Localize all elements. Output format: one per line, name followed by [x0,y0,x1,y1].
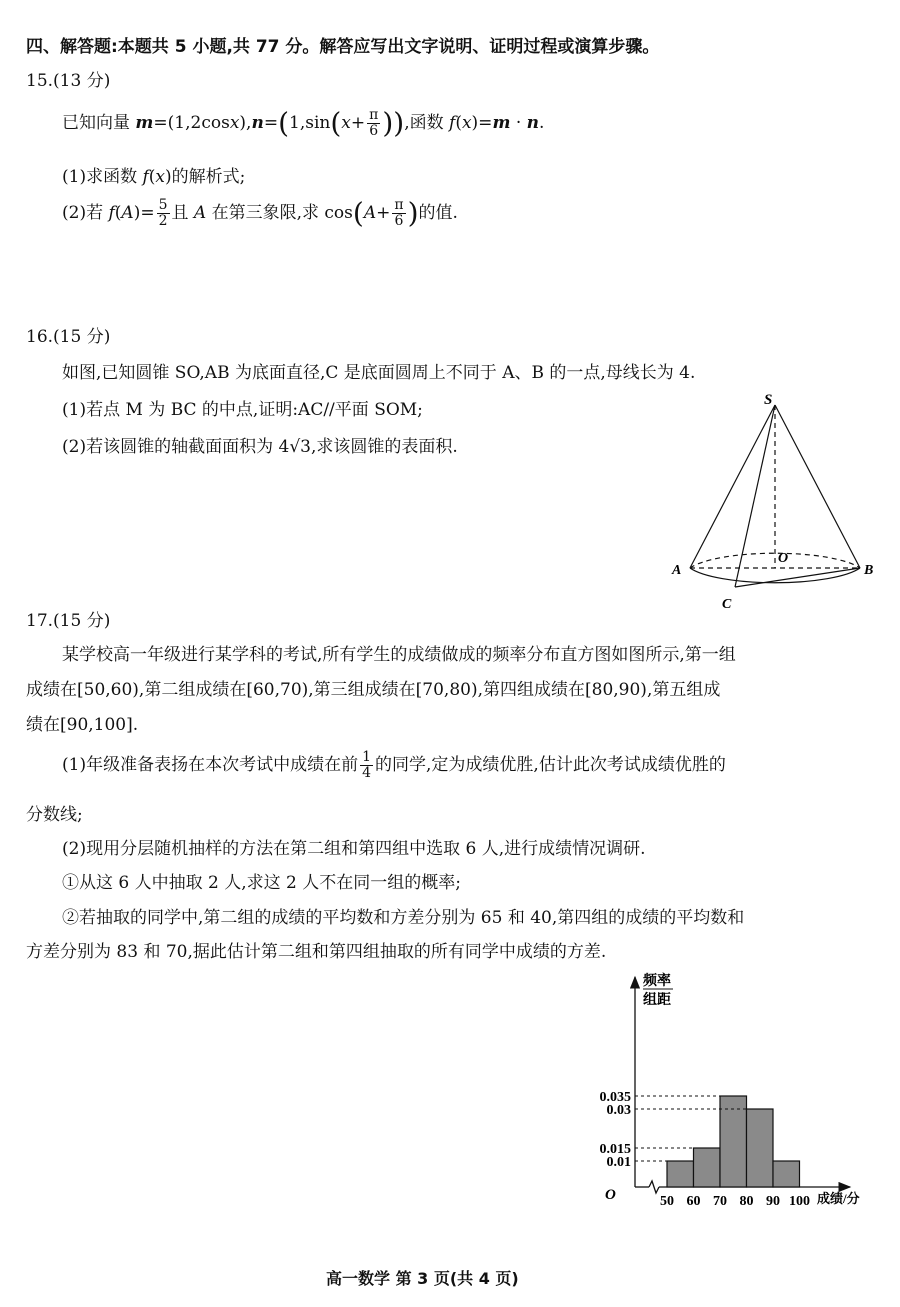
q16-part2 [62,432,458,457]
line-sb [775,405,860,568]
var-x2: x [461,113,472,133]
axis-break [649,1181,659,1193]
p2-mid2: 在第三象限,求 cos [206,203,353,223]
q17-part1-line2: 分数线; [26,805,83,825]
var-a2: A [193,203,207,223]
label-s: S [764,392,773,408]
frac-den: 2 [158,213,168,229]
q16-part1: (1)若点 M 为 BC 的中点,证明:AC//平面 SOM; [62,400,423,420]
histogram-chart [585,965,885,1215]
q15-part2: (2)若 f(A)= $\frac{5}{2}$ 且 A 在第三象限,求 cos(A+ $\frac{\pi}{6}$ )的值. [62,196,458,230]
frac-num: π [369,107,379,124]
p1-suffix: 的解析式; [171,167,246,187]
y-label-top: 频率 [643,974,671,989]
fx-close: )= [471,113,493,133]
cone-figure [660,390,890,620]
x-tick-label: 70 [713,1194,727,1209]
sqrt3: √3 [289,437,311,457]
q17-stem-line2: 成绩在[50,60),第二组成绩在[60,70),第三组成绩在[70,80),第四组成绩在[80,90),第五组成 [26,680,721,700]
pi-over-6 [392,198,405,228]
five-halves [157,198,170,228]
sin-text: 1,sin [289,113,331,133]
after-n: ,函数 [404,113,450,133]
m-value: =(1,2cos [153,113,230,133]
label-b: B [864,563,874,578]
q17-stem-line3: 绩在[90,100]. [26,715,139,735]
histogram-bar [720,1096,747,1187]
x-plus: x+ [341,113,366,133]
histogram-bar [747,1109,774,1187]
y-tick-label: 0.03 [606,1103,631,1118]
vector-m2: m [492,113,511,133]
q15-stem: 已知向量 m=(1,2cosx),n=(1,sin(x+ $\frac{\pi}{6}$ )),函数 f(x)=m · n. [62,106,545,140]
fa-eq: = [140,203,155,223]
q17-part1 [62,750,726,781]
q17-stem-line1: 某学校高一年级进行某学科的考试,所有学生的成绩做成的频率分布直方图如图所示,第一组 [62,645,736,665]
fx-open: ( [148,167,156,187]
end-dot: . [539,113,545,133]
section-title: 四、解答题:本题共 5 小题,共 77 分。解答应写出文字说明、证明过程或演算步骤。 [26,37,660,57]
vector-n2: n [526,113,540,133]
p1-prefix: (1)求函数 [62,167,143,187]
frac-den: 4 [362,765,372,781]
x-tick-label: 50 [660,1194,674,1209]
one-quarter [360,750,373,780]
x-tick-label: 60 [686,1194,701,1209]
q17-number: 17.(15 分) [26,611,111,631]
histogram-bar [694,1148,721,1187]
label-c: C [722,597,732,612]
frac-num: 1 [362,749,372,766]
x-tick-label: 90 [766,1194,780,1209]
vector-m: m [135,113,154,133]
q17-part2-b-line2: 方差分别为 83 和 70,据此估计第二组和第四组抽取的所有同学中成绩的方差. [26,942,607,962]
var-x: x [155,167,166,187]
y-label-bottom: 组距 [643,993,671,1008]
p2-suffix: 的值. [418,203,458,223]
q17-p1-prefix: (1)年级准备表扬在本次考试中成绩在前 [62,755,359,775]
func-f: f [142,167,149,187]
line-sa [690,405,775,568]
var-a: A [121,203,134,223]
origin-label: O [605,1187,616,1203]
frac-den: 6 [394,213,404,229]
q17-part2-a: ①从这 6 人中抽取 2 人,求这 2 人不在同一组的概率; [62,873,462,893]
q16-p2-prefix: (2)若该圆锥的轴截面面积为 4 [62,437,290,457]
p2-mid1: 且 [171,203,194,223]
vector-n: n [251,113,264,133]
dot: · [510,113,527,133]
frac-num: π [394,197,404,214]
q15-part1: (1)求函数 f(x)的解析式; [62,167,246,187]
q17-part2-b-line1: ②若抽取的同学中,第二组的成绩的平均数和方差分别为 65 和 40,第四组的成绩的平均数和 [62,908,745,928]
var-x: x [229,113,240,133]
q15-number: 15.(13 分) [26,71,111,91]
x-label: 成绩/分 [817,1191,860,1206]
line-bc [735,568,860,587]
histogram-bar [773,1161,800,1187]
frac-num: 5 [158,197,168,214]
label-a: A [672,563,682,578]
page-footer: 高一数学 第 3 页(共 4 页) [326,1269,519,1288]
a-plus: A+ [363,203,391,223]
q16-stem: 如图,已知圆锥 SO,AB 为底面直径,C 是底面圆周上不同于 A、B 的一点,母线长为 4. [62,363,696,383]
q17-part2: (2)现用分层随机抽样的方法在第二组和第四组中选取 6 人,进行成绩情况调研. [62,839,646,859]
fx-open: ( [455,113,462,133]
frac-den: 6 [369,123,379,139]
q16-number: 16.(15 分) [26,327,111,347]
label-o: O [778,551,789,566]
histogram-bar [667,1161,694,1187]
line-sc [735,405,775,587]
x-tick-label: 100 [789,1194,810,1209]
m-close: ), [239,113,252,133]
pi-over-6 [367,108,380,138]
y-tick-label: 0.01 [606,1155,631,1170]
y-tick-label: 0.035 [599,1090,631,1105]
q15-stem-prefix: 已知向量 [62,113,136,133]
q17-p1-suffix: 的同学,定为成绩优胜,估计此次考试成绩优胜的 [375,755,726,775]
n-eq: = [263,113,279,133]
func-f: f [108,203,115,223]
func-f: f [449,113,456,133]
x-tick-label: 80 [739,1194,754,1209]
y-tick-label: 0.015 [599,1142,631,1157]
q16-p2-suffix: ,求该圆锥的表面积. [310,437,458,457]
p2-prefix: (2)若 [62,203,109,223]
